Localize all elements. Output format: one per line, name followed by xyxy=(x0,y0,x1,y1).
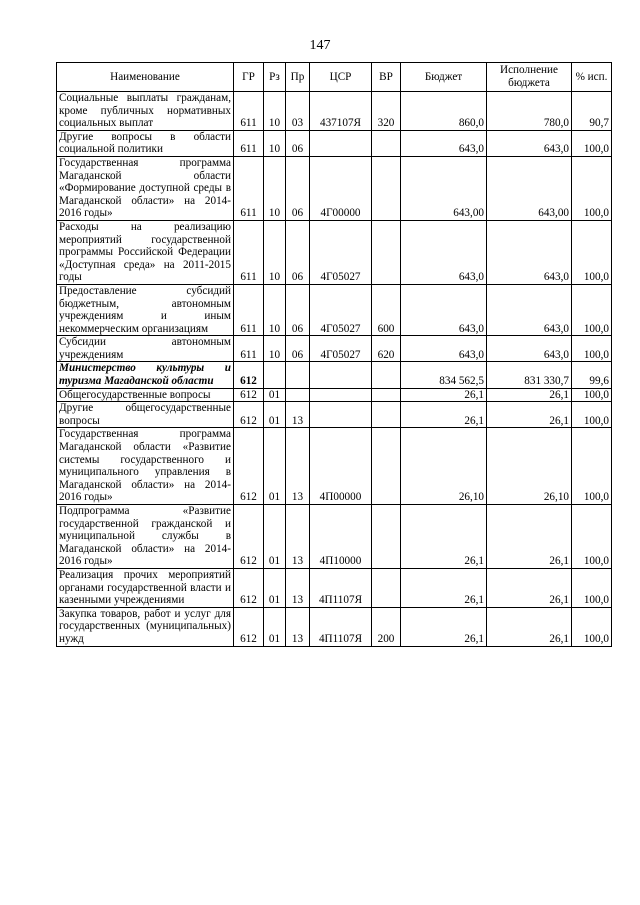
cell-percent: 100,0 xyxy=(572,607,612,646)
cell-pr xyxy=(286,388,310,402)
cell-percent: 100,0 xyxy=(572,220,612,284)
cell-pr: 13 xyxy=(286,402,310,428)
cell-execution: 643,0 xyxy=(487,130,572,156)
cell-budget: 643,0 xyxy=(401,130,487,156)
cell-execution: 643,0 xyxy=(487,220,572,284)
cell-vr xyxy=(372,505,401,569)
table-row xyxy=(57,402,612,428)
cell-budget: 643,00 xyxy=(401,156,487,220)
cell-vr: 200 xyxy=(372,607,401,646)
cell-gr: 611 xyxy=(234,220,264,284)
header-execution: Исполнение бюджета xyxy=(487,63,572,92)
cell-rz: 10 xyxy=(264,156,286,220)
cell-gr: 612 xyxy=(234,402,264,428)
cell-gr: 612 xyxy=(234,505,264,569)
cell-rz: 01 xyxy=(264,505,286,569)
cell-pr: 06 xyxy=(286,156,310,220)
table-row xyxy=(57,568,612,607)
cell-percent: 99,6 xyxy=(572,362,612,388)
header-csr: ЦСР xyxy=(310,63,372,92)
cell-budget: 26,1 xyxy=(401,607,487,646)
cell-gr: 612 xyxy=(234,362,264,388)
cell-rz: 01 xyxy=(264,388,286,402)
cell-name: Другие общегосударственные вопросы xyxy=(57,402,234,428)
cell-name: Другие вопросы в области социальной политики xyxy=(57,130,234,156)
cell-percent: 100,0 xyxy=(572,336,612,362)
cell-csr: 4П00000 xyxy=(310,428,372,505)
cell-vr xyxy=(372,130,401,156)
cell-rz: 10 xyxy=(264,284,286,335)
cell-execution: 780,0 xyxy=(487,92,572,131)
cell-percent: 100,0 xyxy=(572,284,612,335)
cell-name: Расходы на реализацию мероприятий государственной программы Российской Федерации «Доступная среда» на 2011-2015 годы xyxy=(57,220,234,284)
cell-name: Субсидии автономным учреждениям xyxy=(57,336,234,362)
cell-rz: 01 xyxy=(264,607,286,646)
cell-gr: 612 xyxy=(234,607,264,646)
cell-rz: 01 xyxy=(264,402,286,428)
cell-vr: 600 xyxy=(372,284,401,335)
cell-gr: 611 xyxy=(234,284,264,335)
cell-rz: 01 xyxy=(264,568,286,607)
table-row xyxy=(57,505,612,569)
cell-name: Социальные выплаты гражданам, кроме публичных нормативных социальных выплат xyxy=(57,92,234,131)
cell-vr xyxy=(372,220,401,284)
cell-csr: 4П1107Я xyxy=(310,568,372,607)
table-row xyxy=(57,220,612,284)
table-row xyxy=(57,607,612,646)
cell-percent: 90,7 xyxy=(572,92,612,131)
cell-budget: 643,0 xyxy=(401,220,487,284)
cell-name: Предоставление субсидий бюджетным, автономным учреждениям и иным некоммерческим организациям xyxy=(57,284,234,335)
cell-vr xyxy=(372,568,401,607)
cell-execution: 26,1 xyxy=(487,505,572,569)
cell-percent: 100,0 xyxy=(572,402,612,428)
cell-vr xyxy=(372,428,401,505)
cell-rz: 10 xyxy=(264,130,286,156)
cell-name: Закупка товаров, работ и услуг для государственных (муниципальных) нужд xyxy=(57,607,234,646)
cell-pr: 13 xyxy=(286,568,310,607)
cell-gr: 611 xyxy=(234,92,264,131)
budget-table xyxy=(56,62,612,647)
cell-name: Государственная программа Магаданской области «Развитие системы государственного и муниципального управления в Магаданской области» на 2014-2016 годы» xyxy=(57,428,234,505)
cell-rz: 01 xyxy=(264,428,286,505)
header-rz: Рз xyxy=(264,63,286,92)
cell-budget: 26,10 xyxy=(401,428,487,505)
cell-gr: 612 xyxy=(234,388,264,402)
cell-csr: 4Г00000 xyxy=(310,156,372,220)
cell-execution: 26,10 xyxy=(487,428,572,505)
cell-vr: 320 xyxy=(372,92,401,131)
cell-rz xyxy=(264,362,286,388)
table-row xyxy=(57,284,612,335)
cell-csr: 4Г05027 xyxy=(310,284,372,335)
cell-gr: 611 xyxy=(234,156,264,220)
cell-execution: 26,1 xyxy=(487,388,572,402)
table-row xyxy=(57,336,612,362)
table-row xyxy=(57,92,612,131)
cell-name: Министерство культуры и туризма Магаданской области xyxy=(57,362,234,388)
cell-name: Государственная программа Магаданской области «Формирование доступной среды в Магаданской области» на 2014-2016 годы» xyxy=(57,156,234,220)
table-row xyxy=(57,388,612,402)
cell-execution: 643,0 xyxy=(487,336,572,362)
cell-budget: 834 562,5 xyxy=(401,362,487,388)
cell-execution: 26,1 xyxy=(487,568,572,607)
header-gr: ГР xyxy=(234,63,264,92)
cell-csr: 4П10000 xyxy=(310,505,372,569)
header-budget: Бюджет xyxy=(401,63,487,92)
cell-csr: 4Г05027 xyxy=(310,220,372,284)
cell-budget: 643,0 xyxy=(401,284,487,335)
cell-budget: 860,0 xyxy=(401,92,487,131)
cell-csr xyxy=(310,402,372,428)
table-row xyxy=(57,130,612,156)
cell-pr: 06 xyxy=(286,130,310,156)
cell-pr: 06 xyxy=(286,220,310,284)
cell-rz: 10 xyxy=(264,220,286,284)
cell-percent: 100,0 xyxy=(572,505,612,569)
cell-pr: 06 xyxy=(286,336,310,362)
cell-csr: 4П1107Я xyxy=(310,607,372,646)
cell-budget: 26,1 xyxy=(401,388,487,402)
cell-vr xyxy=(372,388,401,402)
header-name: Наименование xyxy=(57,63,234,92)
cell-pr: 13 xyxy=(286,607,310,646)
table-row xyxy=(57,362,612,388)
header-percent: % исп. xyxy=(572,63,612,92)
cell-gr: 612 xyxy=(234,428,264,505)
cell-name: Подпрограмма «Развитие государственной гражданской и муниципальной службы в Магаданской области» на 2014-2016 годы» xyxy=(57,505,234,569)
table-row xyxy=(57,428,612,505)
cell-csr: 437107Я xyxy=(310,92,372,131)
table-header-row xyxy=(57,63,612,92)
cell-gr: 612 xyxy=(234,568,264,607)
cell-budget: 643,0 xyxy=(401,336,487,362)
cell-csr: 4Г05027 xyxy=(310,336,372,362)
cell-vr: 620 xyxy=(372,336,401,362)
cell-percent: 100,0 xyxy=(572,568,612,607)
cell-vr xyxy=(372,156,401,220)
cell-execution: 831 330,7 xyxy=(487,362,572,388)
header-vr: ВР xyxy=(372,63,401,92)
cell-csr xyxy=(310,130,372,156)
cell-execution: 26,1 xyxy=(487,402,572,428)
cell-pr: 06 xyxy=(286,284,310,335)
cell-rz: 10 xyxy=(264,92,286,131)
cell-pr: 13 xyxy=(286,428,310,505)
cell-pr xyxy=(286,362,310,388)
cell-vr xyxy=(372,362,401,388)
cell-gr: 611 xyxy=(234,336,264,362)
cell-budget: 26,1 xyxy=(401,505,487,569)
cell-name: Общегосударственные вопросы xyxy=(57,388,234,402)
cell-name: Реализация прочих мероприятий органами государственной власти и казенными учреждениями xyxy=(57,568,234,607)
cell-pr: 13 xyxy=(286,505,310,569)
cell-execution: 643,0 xyxy=(487,284,572,335)
cell-percent: 100,0 xyxy=(572,130,612,156)
cell-csr xyxy=(310,362,372,388)
cell-budget: 26,1 xyxy=(401,402,487,428)
cell-percent: 100,0 xyxy=(572,388,612,402)
cell-execution: 26,1 xyxy=(487,607,572,646)
cell-vr xyxy=(372,402,401,428)
table-body xyxy=(57,92,612,647)
page-number: 147 xyxy=(309,38,331,53)
cell-rz: 10 xyxy=(264,336,286,362)
cell-pr: 03 xyxy=(286,92,310,131)
table-row xyxy=(57,156,612,220)
header-pr: Пр xyxy=(286,63,310,92)
cell-execution: 643,00 xyxy=(487,156,572,220)
cell-gr: 611 xyxy=(234,130,264,156)
cell-percent: 100,0 xyxy=(572,156,612,220)
cell-percent: 100,0 xyxy=(572,428,612,505)
cell-budget: 26,1 xyxy=(401,568,487,607)
cell-csr xyxy=(310,388,372,402)
